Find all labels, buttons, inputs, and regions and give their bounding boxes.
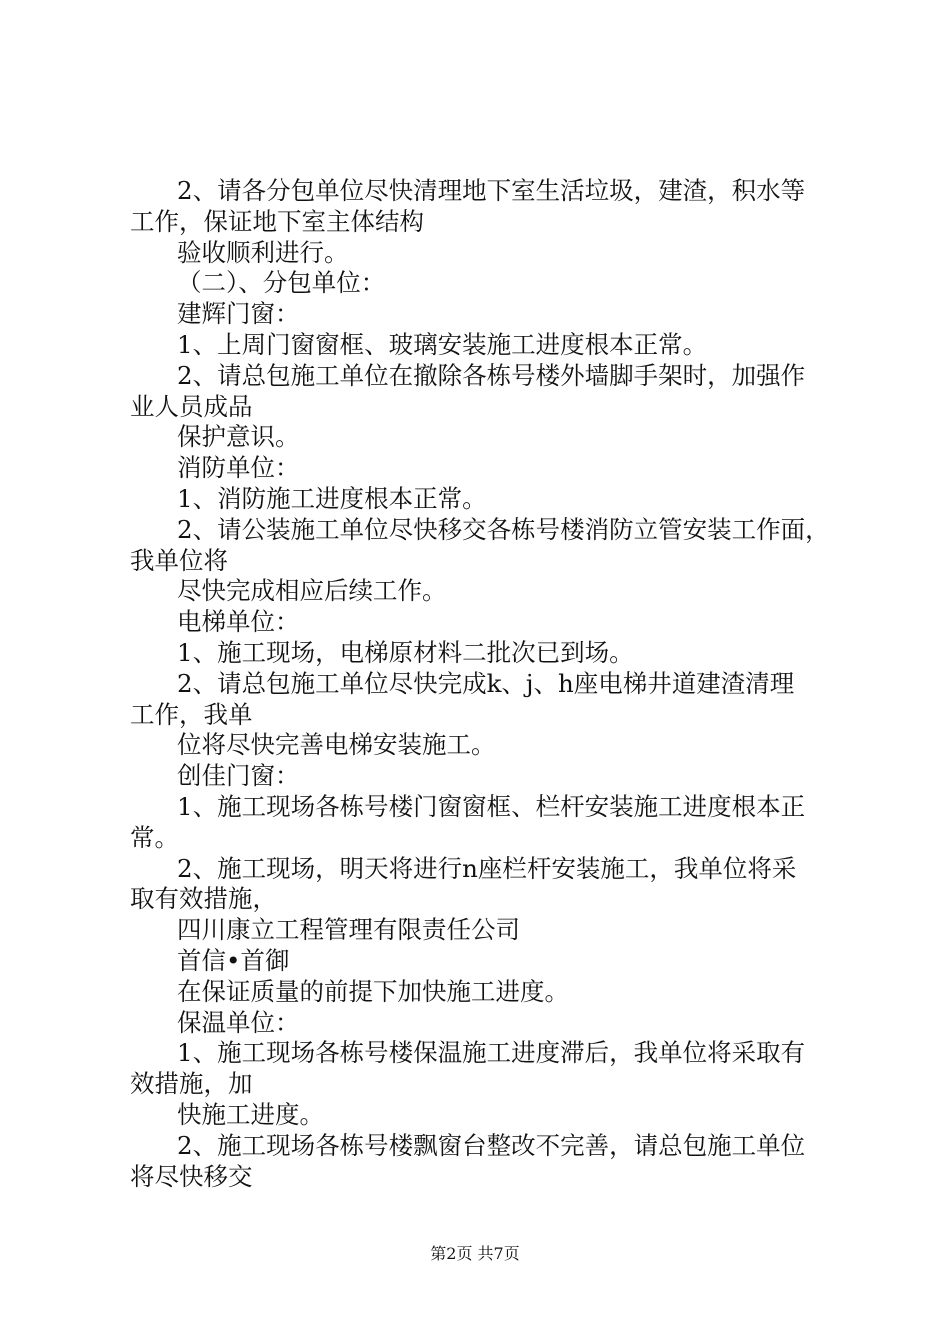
text-line: 保护意识。 <box>177 422 300 452</box>
text-line: 2、施工现场各栋号楼飘窗台整改不完善，请总包施工单位 <box>177 1130 806 1160</box>
text-line: 1、消防施工进度根本正常。 <box>177 483 487 513</box>
text-line: 常。 <box>130 822 179 852</box>
text-line: 业人员成品 <box>130 391 253 421</box>
text-line: 1、施工现场，电梯原材料二批次已到场。 <box>177 637 634 667</box>
text-line: 创佳门窗： <box>177 761 300 791</box>
text-line: 1、上周门窗窗框、玻璃安装施工进度根本正常。 <box>177 329 708 359</box>
text-line: 1、施工现场各栋号楼门窗窗框、栏杆安装施工进度根本正 <box>177 791 806 821</box>
text-line: 消防单位： <box>177 453 300 483</box>
text-line: 保温单位： <box>177 1007 300 1037</box>
text-line: 验收顺利进行。 <box>177 237 349 267</box>
document-body <box>130 176 830 1192</box>
text-line: 在保证质量的前提下加快施工进度。 <box>177 976 569 1006</box>
text-line: 位将尽快完善电梯安装施工。 <box>177 730 496 760</box>
text-line: 尽快完成相应后续工作。 <box>177 576 447 606</box>
text-line: 2、请公装施工单位尽快移交各栋号楼消防立管安装工作面， <box>177 514 830 544</box>
text-line: 工作，我单 <box>130 699 253 729</box>
text-line: 2、请总包施工单位在撤除各栋号楼外墙脚手架时，加强作 <box>177 360 806 390</box>
text-line: 首信•首御 <box>177 945 290 975</box>
text-line: （二）、分包单位： <box>177 268 386 298</box>
text-line: 建辉门窗： <box>177 299 300 329</box>
text-line: 电梯单位： <box>177 607 300 637</box>
text-line: 快施工进度。 <box>177 1099 324 1129</box>
text-line: 2、请总包施工单位尽快完成k、j、h座电梯井道建渣清理 <box>177 668 795 698</box>
text-line: 1、施工现场各栋号楼保温施工进度滞后，我单位将采取有 <box>177 1038 806 1068</box>
page-footer: 第2页 共7页 <box>430 1244 520 1263</box>
text-line: 四川康立工程管理有限责任公司 <box>177 915 520 945</box>
text-line: 取有效措施， <box>130 884 277 914</box>
text-line: 2、请各分包单位尽快清理地下室生活垃圾，建渣，积水等 <box>177 176 806 205</box>
text-line: 效措施，加 <box>130 1069 253 1099</box>
text-line: 将尽快移交 <box>130 1161 253 1191</box>
text-line: 2、施工现场，明天将进行n座栏杆安装施工，我单位将采 <box>177 853 797 883</box>
text-line: 工作，保证地下室主体结构 <box>130 206 424 236</box>
text-line: 我单位将 <box>130 545 228 575</box>
